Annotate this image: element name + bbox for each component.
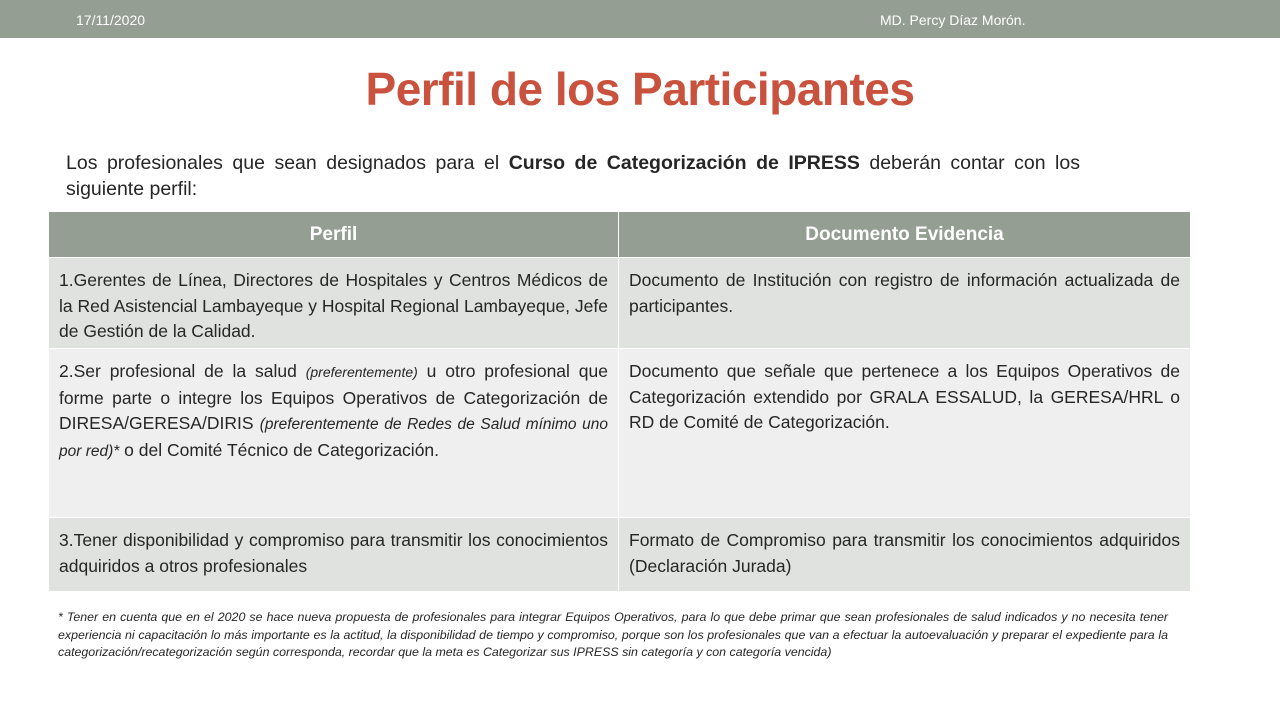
- slide-date: 17/11/2020: [76, 12, 146, 28]
- intro-paragraph: [66, 150, 1080, 202]
- table-row: [49, 518, 1191, 592]
- perfil-italic-note: (preferentemente de Redes de Salud mínimo uno por red)*: [59, 416, 608, 460]
- header-bar: [0, 0, 1280, 38]
- table-row: [49, 258, 1191, 349]
- column-header-documento: Documento Evidencia: [619, 212, 1191, 258]
- perfil-cell: 3.Tener disponibilidad y compromiso para transmitir los conocimientos adquiridos a otros profesionales: [49, 518, 619, 592]
- table-row: [49, 349, 1191, 518]
- perfil-cell: [49, 349, 619, 518]
- documento-cell: Documento de Institución con registro de información actualizada de participantes.: [619, 258, 1191, 349]
- slide-author: MD. Percy Díaz Morón.: [880, 12, 1026, 28]
- intro-text-after: deberán contar con los siguiente perfil:: [66, 152, 1080, 200]
- intro-course-name: Curso de Categorización de IPRESS: [508, 152, 860, 174]
- perfil-cell: 1.Gerentes de Línea, Directores de Hospitales y Centros Médicos de la Red Asistencial Lambayeque y Hospital Regional Lambayeque, Jefe de Gestión de la Calidad.: [49, 258, 619, 349]
- perfil-italic-note: (preferentemente): [305, 364, 418, 380]
- perfil-text: 2.Ser profesional de la salud: [59, 361, 306, 381]
- intro-text-before: Los profesionales que sean designados para el: [66, 152, 509, 174]
- slide-title: Perfil de los Participantes: [365, 63, 915, 115]
- profile-table: [48, 211, 1191, 592]
- documento-cell: Documento que señale que pertenece a los Equipos Operativos de Categorización extendido por GRALA ESSALUD, la GERESA/HRL o RD de Comité de Categorización.: [619, 349, 1191, 518]
- documento-cell: Formato de Compromiso para transmitir los conocimientos adquiridos (Declaración Jurada): [619, 518, 1191, 592]
- perfil-text: u otro profesional que forme parte o integre los Equipos Operativos de Categorización de DIRESA/GERESA/DIRIS: [59, 361, 608, 433]
- perfil-text: o del Comité Técnico de Categorización.: [119, 439, 440, 460]
- footnote: * Tener en cuenta que en el 2020 se hace nueva propuesta de profesionales para integrar Equipos Operativos, para lo que debe primar que sean profesionales de salud indicados y no necesita tener experiencia ni capacitación lo más importante es la actitud, la disponibilidad de tiempo y compromiso, porque son los profesionales que van a efectuar la autoevaluación y preparar el expediente para la categorización/recategorización según corresponda, recordar que la meta es Categorizar sus IPRESS sin categoría y con categoría vencida): [58, 610, 1168, 659]
- column-header-perfil: Perfil: [49, 212, 619, 258]
- table-header-row: [49, 212, 1191, 258]
